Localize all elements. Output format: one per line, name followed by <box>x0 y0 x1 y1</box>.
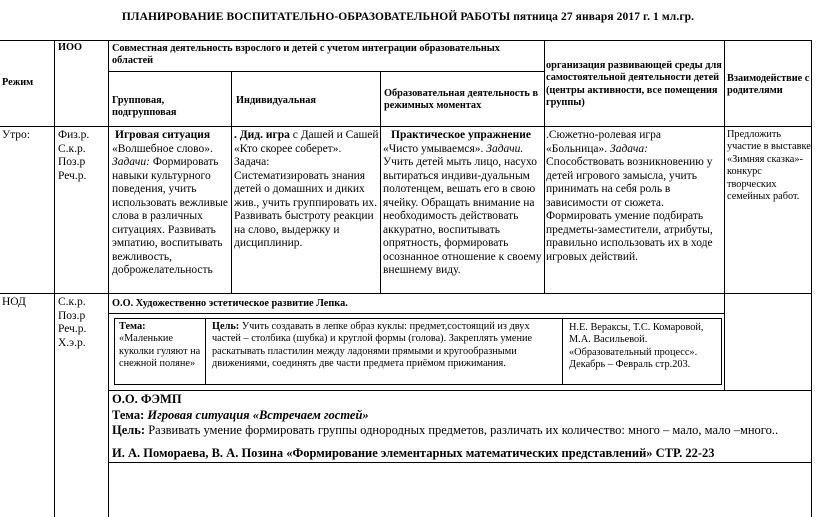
morning-ind-rest: с Дашей и Сашей «Кто скорее соберет». <box>234 129 379 155</box>
nod-goal-box <box>205 318 563 385</box>
morning-mom-task-label: Задачи. <box>486 142 524 155</box>
nod-goal: Учить создавать в лепке образ куклы: предмет,состоящий из двух частей – столбика (шубка) и круглой формы (голова). Закреплять умение раскатывать пластилин между ладонями прямыми и кругообразными движениями, соединять две части предмета приёмом прижимания. <box>212 321 533 370</box>
header-environment: организация развивающей среды для самостоятельной деятельности детей (центры активности, все помещения группы) <box>546 60 722 109</box>
header-ioo: ИОО <box>58 42 83 53</box>
nod-goal2: Развивать умение формировать группы однородных предметов, различать их количество: много – мало, мало –много.. <box>148 423 779 437</box>
morning-group-task-label: Задачи: <box>112 156 150 168</box>
morning-ioo: Физ.р. С.к.р. Поз.р Реч.р. <box>58 129 90 182</box>
nod-theme2: Игровая ситуация «Встречаем гостей» <box>147 408 369 422</box>
nod-ioo: С.к.р. Поз.р Реч.р. Х.э.р. <box>58 296 87 349</box>
nod-theme2-line <box>112 408 802 423</box>
row-label-nod: НОД <box>2 296 26 308</box>
morning-env-task-label: Задача: <box>610 142 648 155</box>
nod-area1: О.О. Художественно эстетическое развитие Лепка. <box>112 298 348 309</box>
nod-source: Н.Е. Вераксы, Т.С. Комаровой, М.А. Васильевой. «Образовательный процесс». Декабрь – Февраль стр.203. <box>569 322 704 371</box>
row-label-morning: Утро: <box>2 129 31 141</box>
morning-mom-title: Практическое упражнение <box>391 129 531 141</box>
morning-ind-title: . Дид. игра <box>234 129 290 141</box>
morning-group-title: Игровая ситуация <box>115 129 211 141</box>
page-title: ПЛАНИРОВАНИЕ ВОСПИТАТЕЛЬНО-ОБРАЗОВАТЕЛЬНОЙ РАБОТЫ пятница 27 января 2017 г. 1 мл.гр. <box>121 11 695 23</box>
header-joint-activity: Совместная деятельность взрослого и детей с учетом интеграции образовательных областей <box>112 43 500 67</box>
morning-mom-quote: «Чисто умываемся». <box>383 142 484 155</box>
nod-theme: «Маленькие куколки гуляют на снежной поляне» <box>119 333 201 370</box>
nod-theme-label: Тема: <box>119 321 146 332</box>
morning-mom-task: Учить детей мыть лицо, насухо вытираться индиви-дуальным полотенцем, вешать его в свою ячейку. Обращать внимание на необходимость действовать аккуратно, воспитывать опрятность, формировать осознанное отношение к своему внешнему виду. <box>383 156 542 276</box>
nod-theme-box <box>114 318 206 385</box>
morning-parents: Предложить участие в выставке «Зимняя сказка»- конкурс творческих семейных работ. <box>727 129 811 203</box>
nod-goal2-label: Цель: <box>112 423 146 437</box>
morning-environment-cell <box>546 129 724 264</box>
header-edu-moments: Образовательная деятельность в режимных моментах <box>384 88 539 112</box>
header-parents: Взаимодействие с родителями <box>727 73 810 97</box>
morning-group-quote: «Волшебное слово». <box>112 142 213 155</box>
nod-area2: О.О. ФЭМП <box>112 392 182 406</box>
morning-env-task: Способствовать возникновению у детей игрового замысла, учить принимать на себя роль в зависимости от сюжета. Формировать умение подбирать предметы-заместители, атрибуты, правильно использовать их в ходе игровых действий. <box>546 156 713 263</box>
morning-moments-cell <box>383 129 543 278</box>
morning-group-task: Формировать навыки культурного поведения, учить использовать вежливые слова в различных ситуациях. Развивать эмпатию, воспитывать вежливость, доброжелательность <box>112 156 229 276</box>
header-rezhim: Режим <box>2 77 34 88</box>
nod-goal2-line <box>112 423 802 438</box>
morning-ind-task: Задача: Систематизировать знания детей о домашних и диких жив., учить группировать их. Развивать быстроту реакции на слово, выдержку и дисциплинир. <box>234 156 378 249</box>
morning-group-cell <box>112 129 230 278</box>
nod-source-box <box>562 318 722 385</box>
morning-env-first: .Сюжетно-ролевая игра «Больница». <box>546 129 661 155</box>
nod-source2: И. А. Помораева, В. А. Позина «Формирование элементарных математических представлений» СТР. 22-23 <box>112 446 715 460</box>
header-individual: Индивидуальная <box>236 95 316 106</box>
nod-theme2-label: Тема: <box>112 408 145 422</box>
morning-individual-cell <box>234 129 379 251</box>
nod-goal-label: Цель: <box>212 321 240 332</box>
header-group: Групповая, подгрупповая <box>112 95 177 119</box>
